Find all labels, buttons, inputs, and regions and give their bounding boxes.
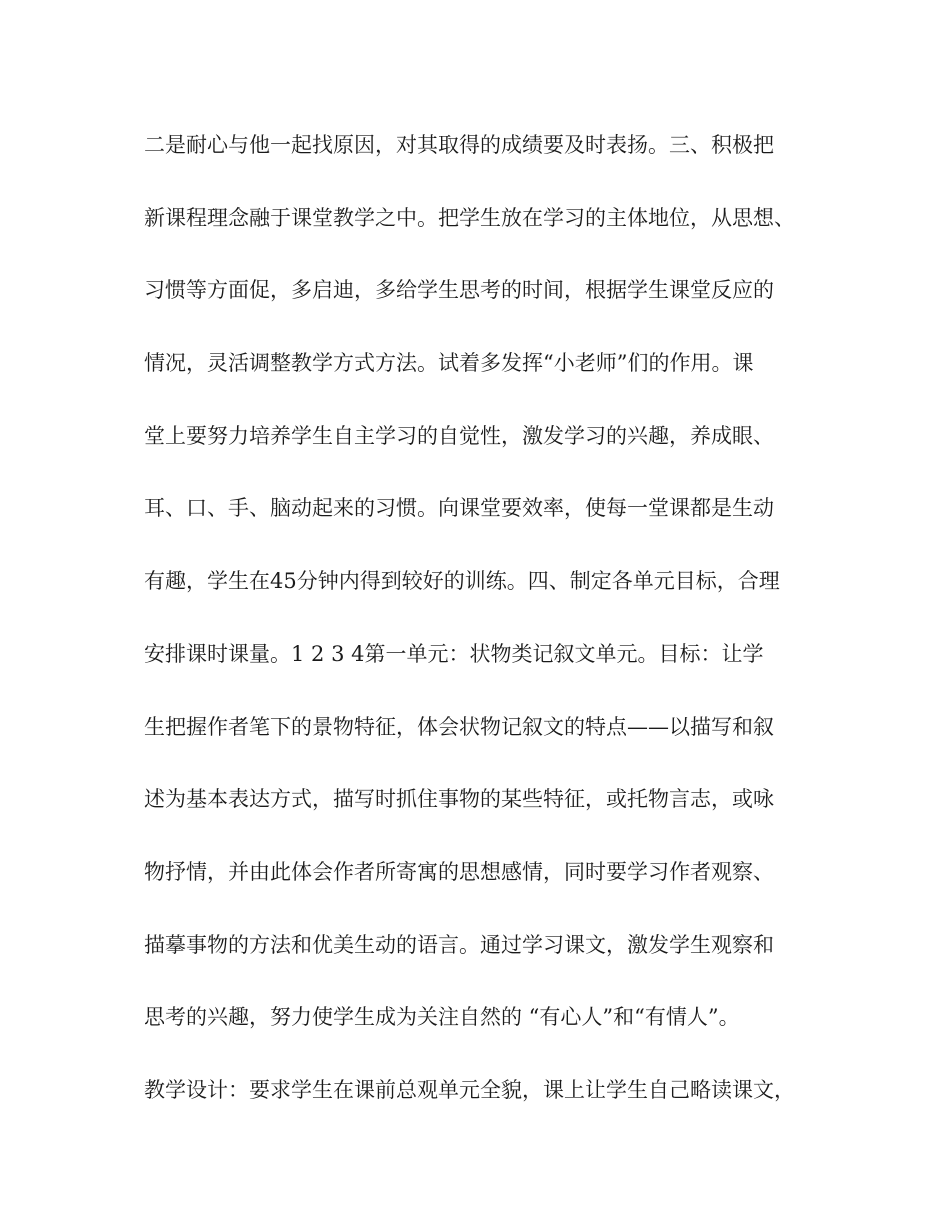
text-line: 耳、口、手、脑动起来的习惯。向课堂要效率，使每一堂课都是生动 — [144, 496, 774, 521]
text-line: 描摹事物的方法和优美生动的语言。通过学习课文，激发学生观察和 — [144, 932, 774, 957]
text-line: 述为基本表达方式，描写时抓住事物的某些特征，或托物言志，或咏 — [144, 787, 774, 812]
text-line: 生把握作者笔下的景物特征，体会状物记叙文的特点——以描写和叙 — [144, 714, 774, 739]
text-line: 思考的兴趣，努力使学生成为关注自然的 “有心人”和“有情人”。 — [144, 1005, 740, 1030]
text-line: 物抒情，并由此体会作者所寄寓的思想感情，同时要学习作者观察、 — [144, 859, 774, 884]
document-body — [144, 120, 814, 1138]
text-line: 堂上要努力培养学生自主学习的自觉性，激发学习的兴趣，养成眼、 — [144, 423, 774, 448]
text-line: 情况，灵活调整教学方式方法。试着多发挥“小老师”们的作用。课 — [144, 351, 754, 376]
text-line: 安排课时课量。1 2 3 4第一单元：状物类记叙文单元。目标：让学 — [144, 641, 764, 666]
text-line: 有趣，学生在45分钟内得到较好的训练。四、制定各单元目标，合理 — [144, 569, 780, 594]
text-line: 新课程理念融于课堂教学之中。把学生放在学习的主体地位，从思想、 — [144, 205, 795, 230]
text-line: 习惯等方面促，多启迪，多给学生思考的时间，根据学生课堂反应的 — [144, 278, 774, 303]
text-line: 二是耐心与他一起找原因，对其取得的成绩要及时表扬。三、积极把 — [144, 133, 774, 157]
text-line: 教学设计：要求学生在课前总观单元全貌，课上让学生自己略读课文， — [144, 1077, 795, 1102]
